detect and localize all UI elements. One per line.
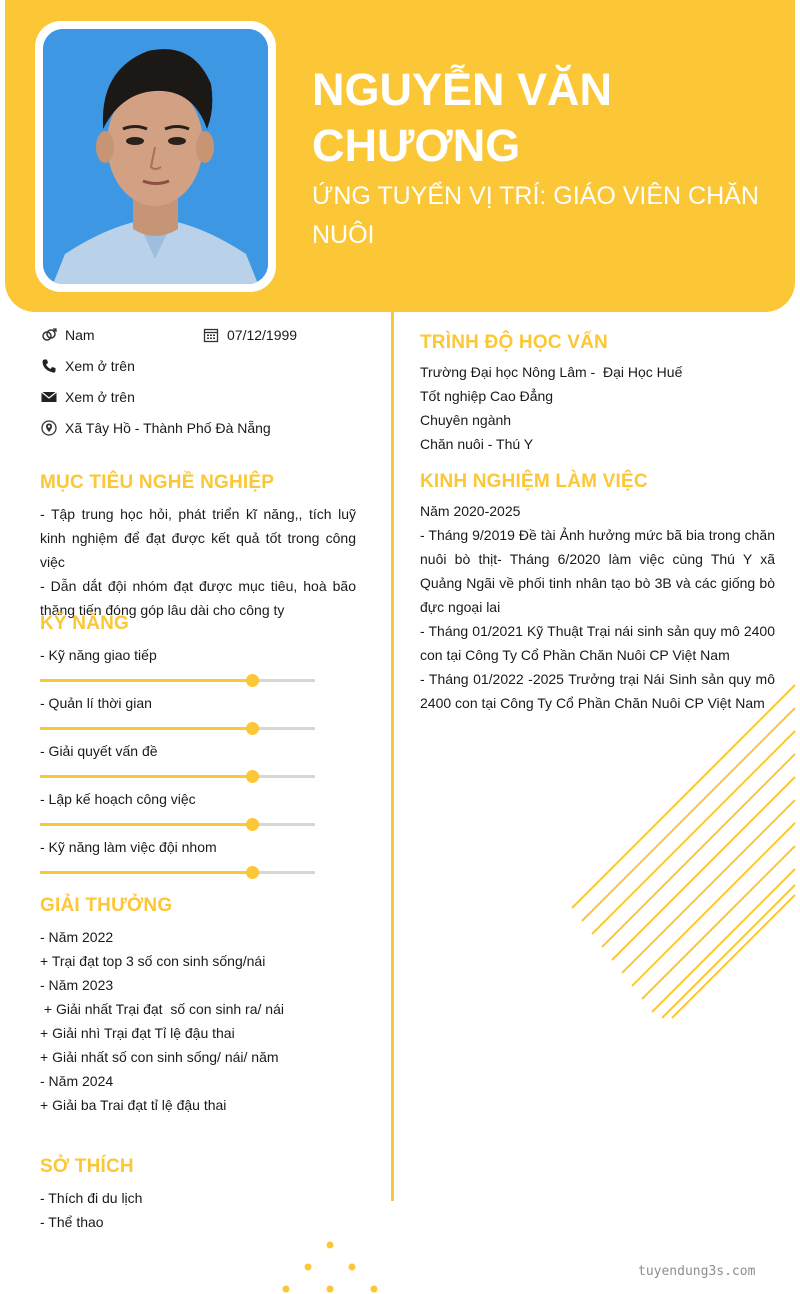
watermark: tuyendung3s.com — [638, 1264, 756, 1279]
award-line: + Giải nhất Trại đạt số con sinh ra/ nái — [40, 1001, 284, 1017]
skill-label: - Kỹ năng giao tiếp — [40, 647, 157, 663]
profile-photo — [43, 29, 268, 284]
skill-label: - Kỹ năng làm việc đội nhom — [40, 839, 217, 855]
hobbies-title: SỞ THÍCH — [40, 1156, 134, 1177]
education-line: Chuyên ngành — [420, 412, 512, 428]
education-title: TRÌNH ĐỘ HỌC VẤN — [420, 332, 608, 353]
award-line: - Năm 2023 — [40, 977, 114, 993]
email-icon — [40, 388, 58, 406]
skill-knob — [246, 818, 259, 831]
candidate-name: NGUYỄN VĂN CHƯƠNG — [312, 64, 613, 171]
skill-fill — [40, 679, 252, 682]
award-line: + Giải nhì Trại đạt Tỉ lệ đậu thai — [40, 1025, 235, 1041]
skill-label: - Quản lí thời gian — [40, 695, 152, 711]
hobbies-list — [40, 1186, 142, 1234]
education-line: Trường Đại học Nông Lâm - Đại Học Huế — [420, 364, 683, 380]
skill-label: - Giải quyết vấn đề — [40, 743, 158, 759]
award-line: + Giải nhất số con sinh sống/ nái/ năm — [40, 1049, 279, 1065]
objective-title: MỤC TIÊU NGHỀ NGHIỆP — [40, 472, 275, 493]
objective-line: - Tập trung học hỏi, phát triển kĩ năng,, tích luỹ kinh nghiệm để đạt được kết quả tốt trong công việc — [40, 506, 356, 570]
experience-title: KINH NGHIỆM LÀM VIỆC — [420, 471, 648, 492]
gender-row — [40, 326, 95, 344]
phone-value: Xem ở trên — [65, 358, 135, 374]
skill-fill — [40, 775, 252, 778]
experience-period: Năm 2020-2025 — [420, 503, 521, 519]
column-divider — [391, 312, 394, 1201]
objective-line: - Dẫn dắt đội nhóm đạt được mục tiêu, hoà bão thăng tiến đóng góp lâu dài cho công ty — [40, 578, 356, 618]
birthdate-row — [202, 326, 297, 344]
hobby-line: - Thích đi du lịch — [40, 1190, 143, 1206]
birthdate-value: 07/12/1999 — [227, 327, 298, 343]
skill-track — [40, 775, 315, 778]
skill-track — [40, 679, 315, 682]
email-row — [40, 388, 135, 406]
skill-knob — [246, 770, 259, 783]
gender-icon — [40, 326, 58, 344]
education-line: Tốt nghiệp Cao Đẳng — [420, 388, 554, 404]
phone-row — [40, 357, 135, 375]
applied-position: ỨNG TUYỂN VỊ TRÍ: GIÁO VIÊN CHĂN NUÔI — [312, 182, 759, 249]
education-line: Chăn nuôi - Thú Y — [420, 436, 534, 452]
skill-track — [40, 823, 315, 826]
address-row — [40, 419, 271, 437]
skill-fill — [40, 823, 252, 826]
experience-line: - Tháng 01/2021 Kỹ Thuật Trại nái sinh sản quy mô 2400 con tại Công Ty Cổ Phần Chăn Nuôi CP Việt Nam — [420, 623, 775, 663]
skill-knob — [246, 866, 259, 879]
awards-title: GIẢI THƯỞNG — [40, 895, 173, 916]
email-value: Xem ở trên — [65, 389, 135, 405]
hobby-line: - Thể thao — [40, 1214, 104, 1230]
award-line: - Năm 2022 — [40, 929, 114, 945]
skill-knob — [246, 674, 259, 687]
address-value: Xã Tây Hồ - Thành Phố Đà Nẵng — [65, 420, 271, 436]
objective-text — [40, 502, 356, 622]
award-line: + Trại đạt top 3 số con sinh sống/nái — [40, 953, 266, 969]
skill-track — [40, 871, 315, 874]
decorative-dots — [275, 1236, 385, 1294]
location-icon — [40, 419, 58, 437]
skill-item — [40, 694, 315, 712]
skill-item — [40, 790, 315, 808]
experience-line: - Tháng 9/2019 Đề tài Ảnh hưởng mức bã bia trong chăn nuôi bò thịt- Tháng 6/2020 làm việc cùng Thú Y xã Quảng Ngãi về phối tinh nhân tạo bò 3B và các giống bò đực ngoại lai — [420, 527, 775, 615]
skills-title: KỸ NĂNG — [40, 613, 130, 634]
skill-fill — [40, 727, 252, 730]
gender-value: Nam — [65, 327, 95, 343]
awards-list — [40, 925, 284, 1117]
skill-label: - Lập kế hoạch công việc — [40, 791, 196, 807]
skill-item — [40, 838, 315, 856]
phone-icon — [40, 357, 58, 375]
skill-fill — [40, 871, 252, 874]
skill-item — [40, 646, 315, 664]
education-list — [420, 360, 682, 456]
decorative-stripes — [560, 680, 800, 1020]
skill-item — [40, 742, 315, 760]
award-line: - Năm 2024 — [40, 1073, 114, 1089]
calendar-icon — [202, 326, 220, 344]
skill-track — [40, 727, 315, 730]
experience-line: - Tháng 01/2022 -2025 Trưởng trại Nái Sinh sản quy mô 2400 con tại Công Ty Cổ Phần Chăn Nuôi CP Việt Nam — [420, 671, 775, 711]
award-line: + Giải ba Trai đạt tỉ lệ đậu thai — [40, 1097, 227, 1113]
skill-knob — [246, 722, 259, 735]
